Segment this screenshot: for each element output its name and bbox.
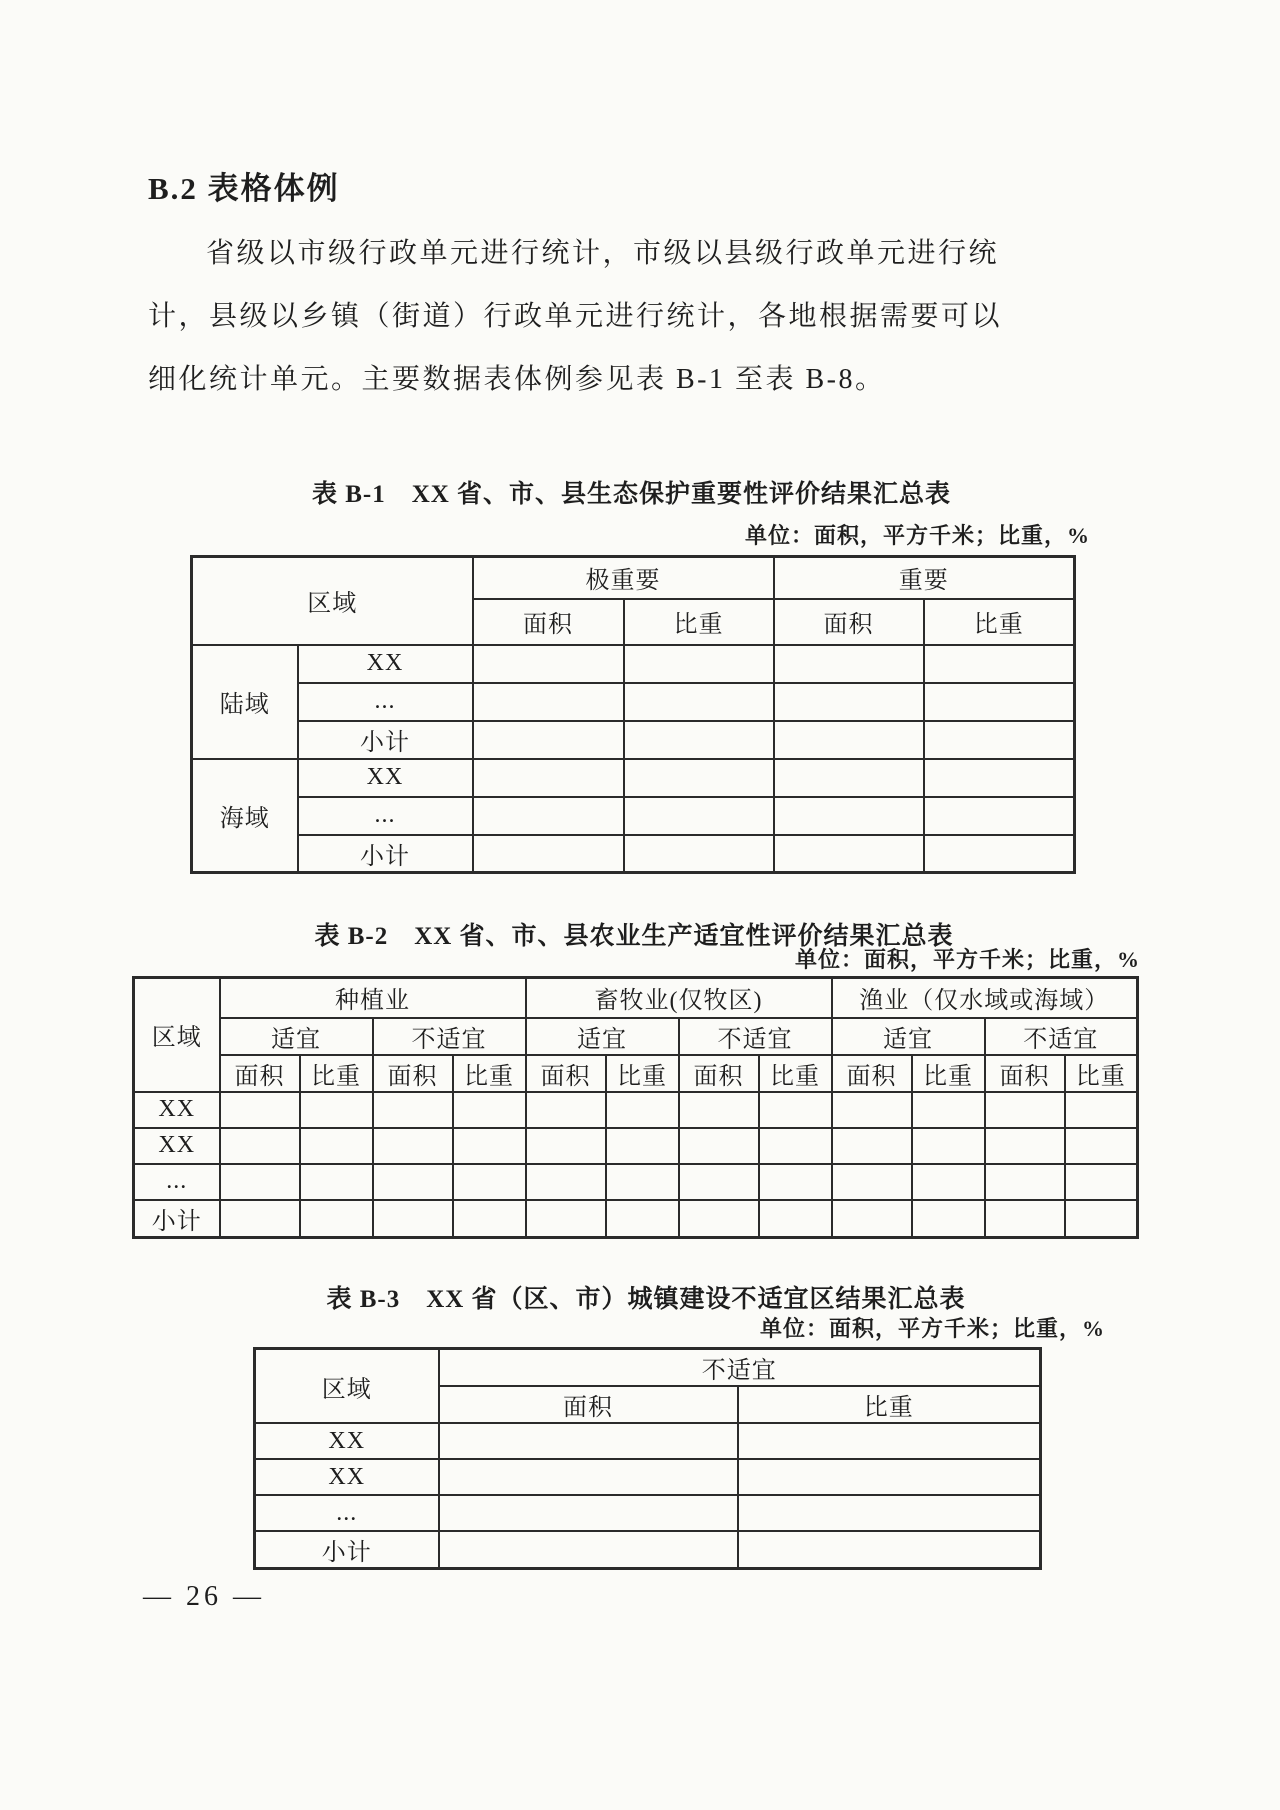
empty-data-cell	[774, 683, 924, 721]
empty-data-cell	[300, 1200, 373, 1238]
header-cell-important: 重要	[774, 557, 1075, 599]
empty-data-cell	[473, 759, 624, 797]
table-b1-caption: 表 B-1 XX 省、市、县生态保护重要性评价结果汇总表	[311, 481, 952, 508]
empty-data-cell	[759, 1164, 832, 1200]
header-cell-area: 面积	[679, 1055, 759, 1092]
empty-data-cell	[624, 721, 774, 759]
empty-data-cell	[453, 1092, 526, 1128]
empty-data-cell	[985, 1128, 1065, 1164]
empty-data-cell	[1065, 1200, 1138, 1238]
empty-data-cell	[759, 1200, 832, 1238]
empty-data-cell	[832, 1164, 912, 1200]
empty-data-cell	[373, 1092, 453, 1128]
empty-data-cell	[912, 1092, 985, 1128]
section-heading: B.2 表格体例	[148, 171, 340, 206]
header-cell-share: 比重	[624, 599, 774, 645]
empty-data-cell	[624, 645, 774, 683]
row-group-land: 陆域	[192, 645, 298, 759]
empty-data-cell	[738, 1495, 1041, 1531]
empty-data-cell	[1065, 1164, 1138, 1200]
table-b3-caption: 表 B-3 XX 省（区、市）城镇建设不适宜区结果汇总表	[326, 1286, 966, 1313]
empty-data-cell	[373, 1164, 453, 1200]
header-cell-planting: 种植业	[220, 978, 526, 1018]
row-label-cell: XX	[134, 1128, 220, 1164]
empty-data-cell	[679, 1200, 759, 1238]
table-b2	[132, 976, 1139, 1239]
empty-data-cell	[924, 797, 1075, 835]
empty-data-cell	[985, 1092, 1065, 1128]
empty-data-cell	[606, 1164, 679, 1200]
empty-data-cell	[453, 1128, 526, 1164]
header-cell-share: 比重	[300, 1055, 373, 1092]
header-cell-unsuitable: 不适宜	[985, 1018, 1138, 1055]
header-cell-share: 比重	[759, 1055, 832, 1092]
empty-data-cell	[774, 759, 924, 797]
empty-data-cell	[473, 683, 624, 721]
table-b2-caption: 表 B-2 XX 省、市、县农业生产适宜性评价结果汇总表	[314, 923, 954, 950]
empty-data-cell	[473, 721, 624, 759]
header-cell-share: 比重	[912, 1055, 985, 1092]
empty-data-cell	[985, 1200, 1065, 1238]
empty-data-cell	[774, 645, 924, 683]
empty-data-cell	[774, 797, 924, 835]
empty-data-cell	[832, 1200, 912, 1238]
table-b1-unit-note: 单位：面积，平方千米；比重，%	[744, 523, 1090, 548]
paragraph-line: 计，县级以乡镇（街道）行政单元进行统计，各地根据需要可以	[148, 301, 1003, 332]
empty-data-cell	[679, 1128, 759, 1164]
empty-data-cell	[912, 1128, 985, 1164]
paragraph-line: 省级以市级行政单元进行统计，市级以县级行政单元进行统	[206, 238, 1000, 269]
header-cell-share: 比重	[924, 599, 1075, 645]
empty-data-cell	[220, 1092, 300, 1128]
row-label-cell: XX	[255, 1459, 439, 1495]
row-label-cell: XX	[298, 645, 473, 683]
row-label-cell: 小计	[298, 721, 473, 759]
empty-data-cell	[473, 645, 624, 683]
empty-data-cell	[1065, 1128, 1138, 1164]
row-label-cell: ...	[255, 1495, 439, 1531]
empty-data-cell	[832, 1092, 912, 1128]
empty-data-cell	[1065, 1092, 1138, 1128]
empty-data-cell	[300, 1164, 373, 1200]
row-label-cell: 小计	[255, 1531, 439, 1569]
empty-data-cell	[985, 1164, 1065, 1200]
empty-data-cell	[738, 1531, 1041, 1569]
empty-data-cell	[473, 797, 624, 835]
row-label-cell: 小计	[134, 1200, 220, 1238]
header-cell-area: 面积	[985, 1055, 1065, 1092]
header-cell-unsuitable: 不适宜	[373, 1018, 526, 1055]
empty-data-cell	[373, 1128, 453, 1164]
empty-data-cell	[759, 1128, 832, 1164]
table-b2-unit-note: 单位：面积，平方千米；比重，%	[794, 947, 1140, 972]
header-cell-share: 比重	[453, 1055, 526, 1092]
empty-data-cell	[526, 1128, 606, 1164]
empty-data-cell	[924, 645, 1075, 683]
row-group-sea: 海域	[192, 759, 298, 873]
row-label-cell: XX	[255, 1423, 439, 1459]
empty-data-cell	[774, 835, 924, 873]
empty-data-cell	[526, 1200, 606, 1238]
empty-data-cell	[679, 1164, 759, 1200]
empty-data-cell	[453, 1200, 526, 1238]
header-cell-fishery: 渔业（仅水域或海域）	[832, 978, 1138, 1018]
empty-data-cell	[220, 1164, 300, 1200]
empty-data-cell	[924, 721, 1075, 759]
header-cell-suitable: 适宜	[220, 1018, 373, 1055]
paragraph-line: 细化统计单元。主要数据表体例参见表 B-1 至表 B-8。	[148, 364, 886, 395]
table-b1	[190, 555, 1076, 874]
empty-data-cell	[624, 683, 774, 721]
empty-data-cell	[759, 1092, 832, 1128]
empty-data-cell	[924, 683, 1075, 721]
empty-data-cell	[220, 1128, 300, 1164]
header-cell-area: 面积	[439, 1386, 738, 1423]
empty-data-cell	[606, 1092, 679, 1128]
row-label-cell: ...	[298, 797, 473, 835]
empty-data-cell	[832, 1128, 912, 1164]
empty-data-cell	[924, 835, 1075, 873]
header-cell-suitable: 适宜	[526, 1018, 679, 1055]
header-cell-area: 面积	[832, 1055, 912, 1092]
empty-data-cell	[526, 1092, 606, 1128]
header-cell-extremely-important: 极重要	[473, 557, 774, 599]
empty-data-cell	[220, 1200, 300, 1238]
header-cell-region: 区域	[255, 1349, 439, 1424]
empty-data-cell	[912, 1164, 985, 1200]
header-cell-area: 面积	[774, 599, 924, 645]
empty-data-cell	[738, 1459, 1041, 1495]
row-label-cell: 小计	[298, 835, 473, 873]
row-label-cell: XX	[298, 759, 473, 797]
header-cell-husbandry: 畜牧业(仅牧区)	[526, 978, 832, 1018]
empty-data-cell	[624, 835, 774, 873]
header-cell-suitable: 适宜	[832, 1018, 985, 1055]
empty-data-cell	[439, 1423, 738, 1459]
empty-data-cell	[473, 835, 624, 873]
header-cell-area: 面积	[473, 599, 624, 645]
header-cell-unsuitable: 不适宜	[679, 1018, 832, 1055]
body-paragraph	[148, 222, 1003, 411]
page-number: — 26 —	[143, 1581, 265, 1612]
empty-data-cell	[373, 1200, 453, 1238]
header-cell-share: 比重	[1065, 1055, 1138, 1092]
header-cell-area: 面积	[526, 1055, 606, 1092]
row-label-cell: ...	[134, 1164, 220, 1200]
table-b3	[253, 1347, 1042, 1570]
empty-data-cell	[439, 1531, 738, 1569]
empty-data-cell	[606, 1200, 679, 1238]
header-cell-share: 比重	[738, 1386, 1041, 1423]
table-b3-unit-note: 单位：面积，平方千米；比重，%	[759, 1316, 1105, 1341]
header-cell-area: 面积	[220, 1055, 300, 1092]
header-cell-unsuitable: 不适宜	[439, 1349, 1041, 1387]
empty-data-cell	[738, 1423, 1041, 1459]
header-cell-region: 区域	[134, 978, 220, 1092]
empty-data-cell	[774, 721, 924, 759]
empty-data-cell	[606, 1128, 679, 1164]
header-cell-region: 区域	[192, 557, 473, 645]
empty-data-cell	[912, 1200, 985, 1238]
empty-data-cell	[439, 1459, 738, 1495]
row-label-cell: XX	[134, 1092, 220, 1128]
empty-data-cell	[624, 797, 774, 835]
empty-data-cell	[439, 1495, 738, 1531]
header-cell-share: 比重	[606, 1055, 679, 1092]
empty-data-cell	[526, 1164, 606, 1200]
empty-data-cell	[300, 1092, 373, 1128]
empty-data-cell	[624, 759, 774, 797]
empty-data-cell	[300, 1128, 373, 1164]
row-label-cell: ...	[298, 683, 473, 721]
header-cell-area: 面积	[373, 1055, 453, 1092]
empty-data-cell	[453, 1164, 526, 1200]
empty-data-cell	[924, 759, 1075, 797]
empty-data-cell	[679, 1092, 759, 1128]
